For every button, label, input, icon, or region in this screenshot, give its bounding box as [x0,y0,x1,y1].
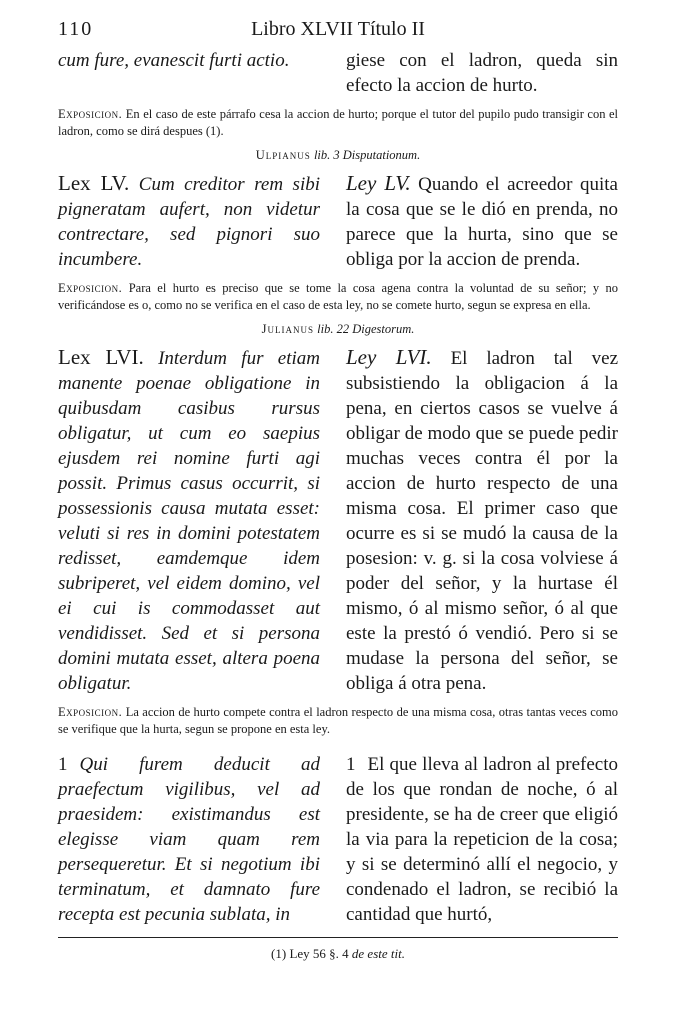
lex-55 [58,171,618,272]
footnote-italic: de este tit. [351,946,405,961]
exposicion-label: Exposicion. [58,281,123,295]
running-title: Libro XLVII Título II [251,18,425,40]
lex-heading: Lex LV. [58,171,130,195]
footnote-divider [58,937,618,938]
source-author: Julianus [261,322,314,336]
section-number: 1 [58,754,68,775]
source-work: Disputationum. [342,148,421,162]
spanish-text: El que lleva al ladron al prefecto de los que rondan de noche, ó al presidente, se ha de creer que eligió la via para la repeticion de la cosa; y si se determinó allí el negocio, y condenado el ladron, se recibió la cantidad que hurtó, [346,754,618,925]
exposicion-text: La accion de hurto compete contra el ladron respecto de una misma cosa, otras tantas veces como se verifique que la hurta, segun se propone en esta ley. [58,705,619,736]
page-number: 110 [58,18,94,40]
exposicion-label: Exposicion. [58,107,123,121]
top-continuation [58,48,618,98]
lex-heading: Lex LVI. [58,345,144,369]
spanish-text: El ladron tal vez subsistiendo la obligacion á la pena, en ciertos casos se vuelve á obligar de modo que se puede pedir muchas veces contra él por la accion de hurto respecto de una misma cosa. El primer caso que ocurre es si se mudó la causa de la posesion: v. g. si la cosa volviese á poder del señor, y la hurtase él mismo, ó al mismo señor, ó al que este la prestó ó vendió. Pero si se mudase la persona del señor, se obliga á otra pena. [346,348,619,694]
spanish-text: Quando el acreedor quita la cosa que se le dió en prenda, no parece que la hurta, sino que se obliga por la accion de prenda. [346,174,618,270]
spanish-text: giese con el ladron, queda sin efecto la accion de hurto. [346,50,618,96]
ley-heading: Ley LV. [346,171,411,195]
source-lib: lib. 22 [317,322,350,336]
exposicion-label: Exposicion. [58,705,123,719]
ley-heading: Ley LVI. [346,345,432,369]
page-header [58,14,618,48]
latin-text: Cum creditor rem sibi pigneratam aufert, non videtur contrectare, sed pignori suo incumbere. [58,174,320,270]
lex-56 [58,345,618,696]
source-author: Ulpianus [255,148,311,162]
exposicion-text: En el caso de este párrafo cesa la accion de hurto; porque el tutor del pupilo pudo transigir con el ladron, como se dirá despues (1). [58,107,618,138]
exposicion-1 [58,106,618,140]
latin-text: Interdum fur etiam manente poenae obligatione in quibusdam casibus rursus obligatur, ut cum eo saepius ejusdem rei nomine furti agi possit. Primus casus occurrit, si possessionis causa mutata esset: veluti si res in domini potestatem redisset, eamdemque idem subriperet, vel eidem domino, vel ei cui is commodasset aut vendidisset. Sed et si persona domini mutata esset, altera poena obligatur. [58,348,320,694]
section-number: 1 [346,754,356,775]
section-1 [58,752,618,927]
exposicion-3 [58,704,618,738]
book-page [58,14,618,962]
source-julianus [58,322,618,337]
source-ulpianus [58,148,618,163]
footnote-mark: (1) [271,946,287,961]
footnote [58,946,618,962]
exposicion-2 [58,280,618,314]
source-work: Digestorum. [352,322,415,336]
source-lib: lib. 3 [313,148,340,162]
latin-text: cum fure, evanescit furti actio. [58,50,290,71]
footnote-text: Ley 56 §. 4 [289,946,349,961]
exposicion-text: Para el hurto es preciso que se tome la cosa agena contra la voluntad de su señor; y no verificándose es o, como no se verifica en el caso de esta ley, no se comete hurto, segun se expresa en ella. [58,281,619,312]
latin-text: Qui furem deducit ad praefectum vigilibus, vel ad praesidem: existimandus est elegisse viam quam rem persequeretur. Et si negotium ibi terminatum, et damnato fure recepta est pecunia sublata, in [58,754,320,925]
